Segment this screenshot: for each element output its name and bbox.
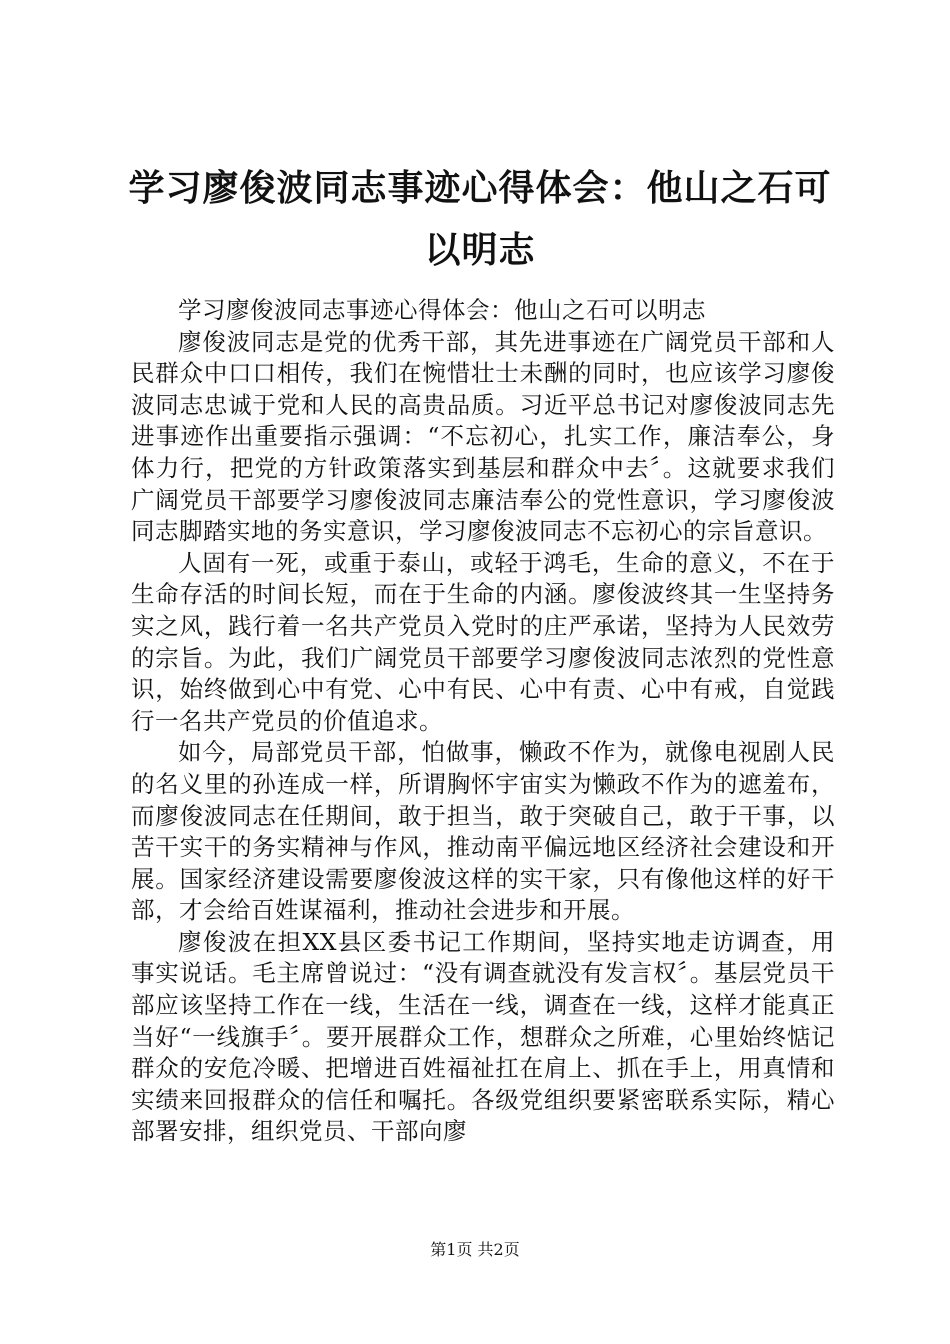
document-body [131, 295, 835, 1148]
paragraph-3: 如今，局部党员干部，怕做事，懒政不作为，就像电视剧人民的名义里的孙连成一样，所谓胸怀宇宙实为懒政不作为的遮羞布，而廖俊波同志在任期间，敢于担当，敢于突破自己，敢于干事，以苦干实干的务实精神与作风，推动南平偏远地区经济社会建设和开展。国家经济建设需要廖俊波这样的实干家，只有像他这样的好干部，才会给百姓谋福利，推动社会进步和开展。 [131, 738, 835, 925]
document-title: 学习廖俊波同志事迹心得体会：他山之石可以明志 [128, 168, 832, 271]
paragraph-4: 廖俊波在担XX县区委书记工作期间，坚持实地走访调查，用事实说话。毛主席曾说过：“没有调查就没有发言权〞。基层党员干部应该坚持工作在一线，生活在一线，调查在一线，这样才能真正当好“一线旗手〞。要开展群众工作，想群众之所难，心里始终惦记群众的安危冷暖、把增进百姓福祉扛在肩上、抓在手上，用真情和实绩来回报群众的信任和嘱托。各级党组织要紧密联系实际，精心部署安排，组织党员、干部向廖 [131, 927, 835, 1146]
paragraph-2: 人固有一死，或重于泰山，或轻于鸿毛，生命的意义，不在于生命存活的时间长短，而在于生命的内涵。廖俊波终其一生坚持务实之风，践行着一名共产党员入党时的庄严承诺，坚持为人民效劳的宗旨。为此，我们广阔党员干部要学习廖俊波同志浓烈的党性意识，始终做到心中有党、心中有民、心中有责、心中有戒，自觉践行一名共产党员的价值追求。 [131, 548, 835, 735]
paragraph-1: 廖俊波同志是党的优秀干部，其先进事迹在广阔党员干部和人民群众中口口相传，我们在惋惜壮士未酬的同时，也应该学习廖俊波同志忠诚于党和人民的高贵品质。习近平总书记对廖俊波同志先进事迹作出重要指示强调：“不忘初心，扎实工作，廉洁奉公，身体力行，把党的方针政策落实到基层和群众中去〞。这就要求我们广阔党员干部要学习廖俊波同志廉洁奉公的党性意识，学习廖俊波同志脚踏实地的务实意识，学习廖俊波同志不忘初心的宗旨意识。 [131, 327, 835, 546]
paragraph-subtitle: 学习廖俊波同志事迹心得体会：他山之石可以明志 [178, 296, 706, 324]
page-number-footer: 第1页 共2页 [430, 1240, 520, 1259]
